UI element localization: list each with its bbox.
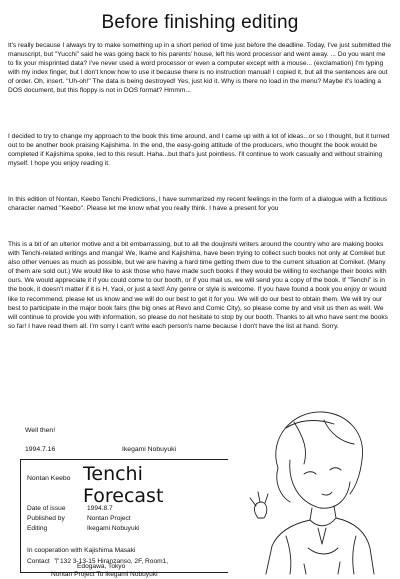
contact-address-line1: 〒132 3-13-15 Hiranzanso, 2F, Room1, <box>53 558 169 565</box>
colophon-label: Nontan Keebo <box>27 475 71 482</box>
contact-address-line2: Edogawa, Tokyo <box>77 563 126 570</box>
paragraph-edition: In this edition of Nontan, Keebo Tenchi Predictions, I have summarized my recent feelings in the form of a dialogue with a fictitious character named "Keebo". Please let me know what you really think. I have a present for you <box>8 196 388 213</box>
signoff: Well then! <box>25 427 56 434</box>
colophon-cooperation: In cooperation with Kajishima Masaki <box>27 547 136 554</box>
paragraph-intro: It's really because I always try to make something up in a short period of time just before the deadline. Today, I've just submitted the manuscript, but "Yucchi" said he was going back to his parents' house, left his word processor and went away. ... Do you want me to fix your misprinted data? I've never used a word processor or even a computer except with a mouse... (exclamation) I'm typing with my index finger, but I don't know how to use it because there is no instruction manual! I copied it, but all the sentences are out of order. Oh, insert. "Uh-oh!" The data is being destroyed! Yes, just kid it. Why is there no load in the menu? Maybe it's loading a DOS document, but this floppy is not in DOS format? Hmmm... <box>8 42 392 95</box>
paragraph-approach: I decided to try to change my approach to the book this time around, and I came up with a lot of ideas...or so I thought, but it turned out to be another book praising Kajishima. In the end, the easy-going attitude of the producers, who thought the book would be completed if Kajishima spoke, led to this result. Haha...but that's just pointless. I'll continue to work casually and without straining myself. I hope you enjoy reading it. <box>8 133 390 168</box>
colophon-row-key: Editing <box>27 525 48 532</box>
paragraph-request: This is a bit of an ulterior motive and a bit embarrassing, but to all the doujinshi writers around the country who are making books with Tenchi-related writings and manga! We, Ikame and Kajishima, have been trying to collect such books not only at Comiket but also other venues as much as possible, but we are having a hard time getting them due to the current situation at Comiket. (Many of them are sold out.) We would like to ask those who have made such books if they would be willing to exchange their books with ours. We would appreciate it if you could come to our booth, or if you mail us, we will send you a copy of the book. If "Tenchi" is in the book, it doesn't matter if it is H, Yaoi, or just a text! Any genre or style is welcome. If you have found a book you enjoy or would like to recommend, please let us know and we will do our best to get it for you. We will do our best to obtain them. We will try our best to participate in the major book fairs (the big ones at Revo and Comic City), so please come by and visit us then as well. We will continue to provide you with information, so please do not hesitate to stop by our booth. Thanks to all who have sent me books so far! I have read them all. I'm sorry I can't write each person's name because I don't have the list at hand. Sorry. <box>8 241 388 330</box>
colophon-row-value: Nontan Project <box>87 515 131 522</box>
page-title: Before finishing editing <box>101 12 299 33</box>
colophon-title: Tenchi Forecast <box>83 463 164 507</box>
colophon-row-key: Published by <box>27 515 65 522</box>
signature-name: Ikegami Nobuyuki <box>122 446 177 453</box>
colophon-footer: Nontan Project To Ikegami Nobuyuki <box>51 571 158 578</box>
colophon-box <box>20 459 228 578</box>
colophon-row <box>27 505 113 512</box>
colophon-row <box>27 515 131 522</box>
signature-date: 1994.7.16 <box>25 446 56 453</box>
colophon-row-value: 1994.8.7 <box>87 505 113 512</box>
colophon-row-value: Ikegami Nobuyuki <box>87 525 140 532</box>
contact-label: Contact <box>27 558 50 565</box>
character-sketch-illustration <box>238 398 388 576</box>
colophon-row <box>27 525 139 532</box>
colophon-row-key: Date of issue <box>27 505 66 512</box>
